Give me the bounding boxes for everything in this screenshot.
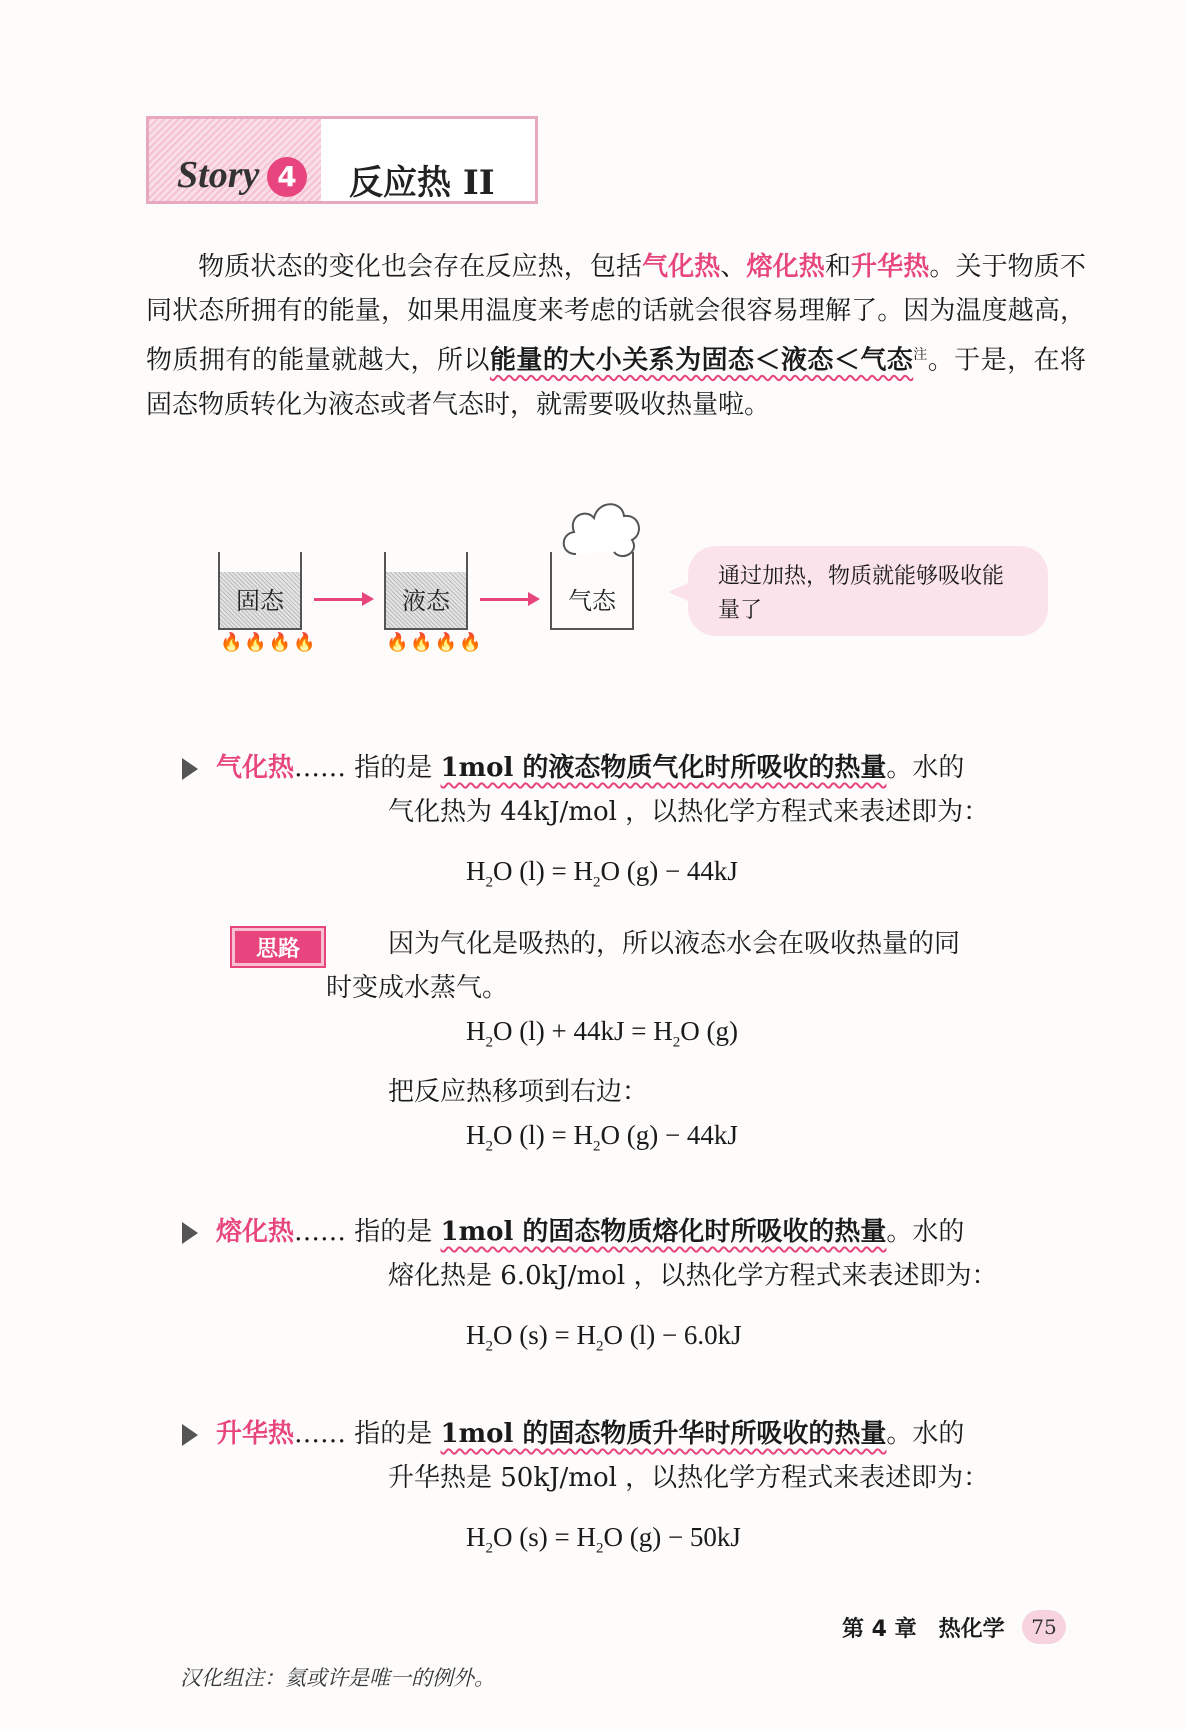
story-word: Story [177, 154, 260, 196]
energy-relation: 能量的大小关系为固态＜液态＜气态 [489, 345, 914, 376]
beaker-liquid [384, 552, 468, 630]
term-vaporization: 气化热 [642, 252, 721, 282]
reasoning-badge: 思路 [232, 928, 324, 966]
page-title: 反应热 II [349, 163, 495, 203]
sublimation-equation: $H_2O$ $(s) = H_2O$ (g) − 50kJ [466, 1522, 741, 1557]
arrow-icon [480, 598, 530, 601]
gas-label: 气态 [568, 587, 616, 615]
intro-paragraph: 物质状态的变化也会存在反应热，包括气化热、熔化热和升华热。关于物质不同状态所拥有的能量，如果用温度来考虑的话就会很容易理解了。因为温度越高，物质拥有的能量就越大，所以能量的大小关系为固态＜液态＜气态$^注$。于是，在将固态物质转化为液态或者气态时，就需要吸收热量啦。 [146, 252, 1086, 420]
reasoning-line1: 因为气化是吸热的，所以液态水会在吸收热量的同 [388, 929, 961, 959]
story-header [146, 116, 538, 204]
fusion-line2: 熔化热是 6.0kJ/mol ，以热化学方程式来表述即为： [388, 1261, 998, 1291]
sublimation-line2: 升华热是 50kJ/mol ，以热化学方程式来表述即为： [388, 1463, 990, 1493]
page-number: 75 [1022, 1610, 1066, 1644]
reasoning-equation-2: $H_2O$ $(l) = H_2O$ (g) − 44kJ [466, 1120, 738, 1155]
vaporization-equation: $H_2O$ $(l) = H_2O$ (g) − 44kJ [466, 856, 738, 891]
reasoning-line3: 把反应热移项到右边： [388, 1077, 649, 1107]
term-sublimation: 升华热 [851, 252, 930, 282]
liquid-label: 液态 [402, 587, 450, 615]
flame-icon: 🔥🔥🔥🔥 [386, 632, 484, 653]
chapter-label: 第 4 章 热化学 [842, 1617, 1005, 1642]
fusion-line1: 熔化热…… 指的是 1mol 的固态物质熔化时所吸收的热量。水的 [216, 1217, 965, 1247]
translator-note: 汉化组注：氦或许是唯一的例外。 [180, 1666, 495, 1690]
bullet-triangle-icon [182, 758, 198, 780]
sublimation-line1: 升华热…… 指的是 1mol 的固态物质升华时所吸收的热量。水的 [216, 1419, 965, 1449]
speech-bubble: 通过加热，物质就能够吸收能量了 [688, 546, 1048, 636]
flame-icon: 🔥🔥🔥🔥 [220, 632, 318, 653]
vaporization-line1: 气化热…… 指的是 1mol 的液态物质气化时所吸收的热量。水的 [216, 753, 965, 783]
reasoning-line2: 时变成水蒸气。 [326, 973, 509, 1003]
bullet-triangle-icon [182, 1424, 198, 1446]
story-number-badge: 4 [267, 157, 307, 197]
note-mark: 注 [913, 347, 928, 363]
term-fusion: 熔化热 [746, 252, 825, 282]
solid-label: 固态 [236, 587, 284, 615]
fusion-equation: $H_2O$ $(s) = H_2O$ (l) − 6.0kJ [466, 1320, 742, 1355]
arrow-icon [314, 598, 364, 601]
beaker-gas [550, 552, 634, 630]
bullet-triangle-icon [182, 1222, 198, 1244]
vaporization-line2: 气化热为 44kJ/mol ，以热化学方程式来表述即为： [388, 797, 990, 827]
reasoning-equation-1: $H_2O$ $(l) + 44kJ = H_2O$ (g) [466, 1016, 738, 1051]
beaker-solid [218, 552, 302, 630]
cloud-icon [556, 488, 646, 562]
